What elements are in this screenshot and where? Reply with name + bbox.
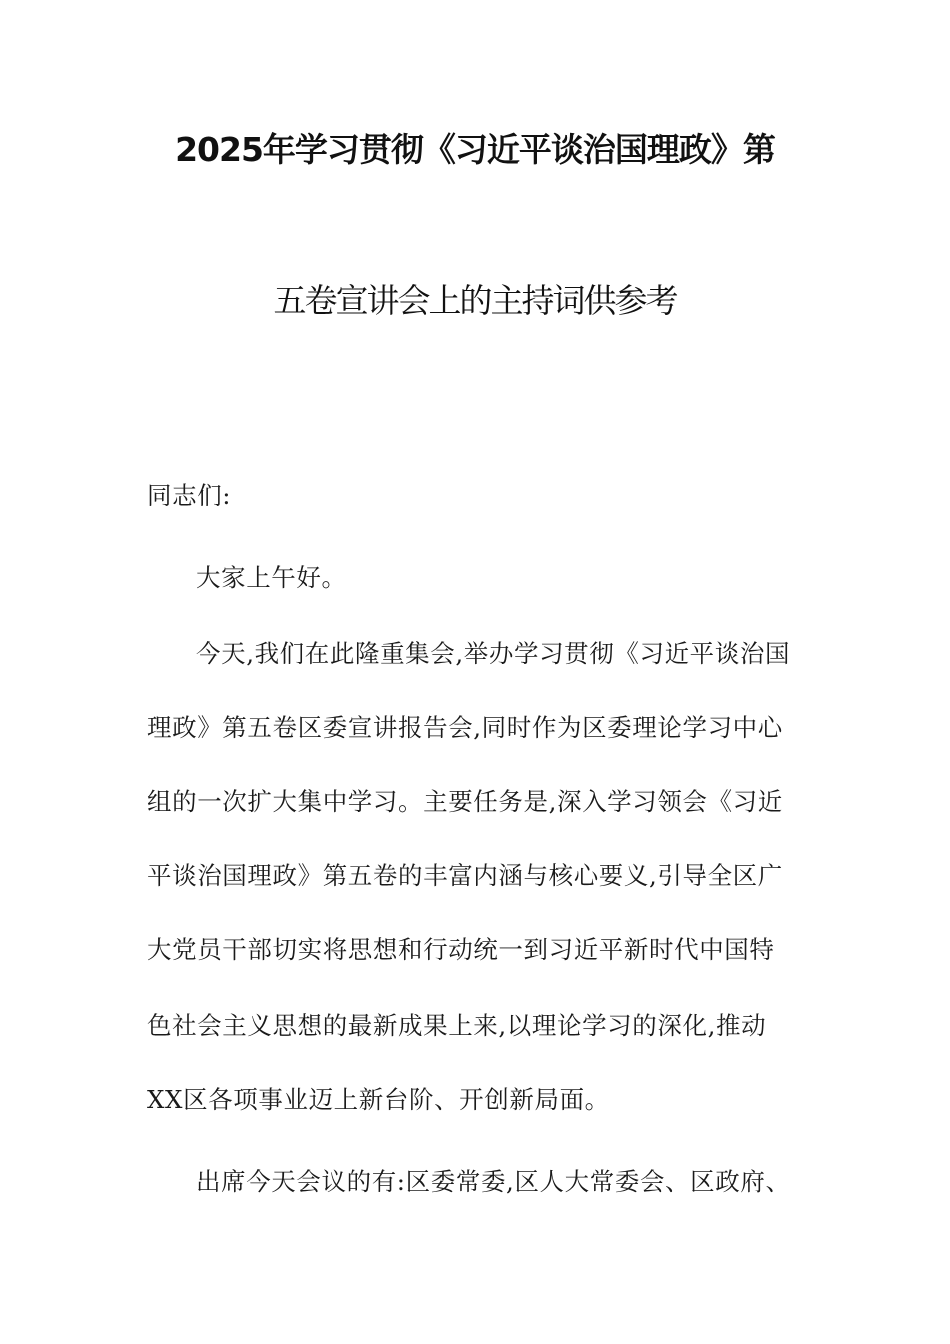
- greeting: 大家上午好。: [196, 563, 347, 592]
- paragraph-line: 平谈治国理政》第五卷的丰富内涵与核心要义,引导全区广: [147, 861, 783, 890]
- document-title-line-1: 2025年学习贯彻《习近平谈治国理政》第: [175, 130, 775, 169]
- paragraph-line: 大党员干部切实将思想和行动统一到习近平新时代中国特: [147, 935, 775, 964]
- salutation: 同志们:: [147, 481, 232, 510]
- document-title-line-2: 五卷宣讲会上的主持词供参考: [273, 281, 677, 320]
- paragraph-line: 色社会主义思想的最新成果上来,以理论学习的深化,推动: [147, 1011, 767, 1040]
- paragraph-line: 今天,我们在此隆重集会,举办学习贯彻《习近平谈治国: [196, 639, 791, 668]
- paragraph-line: XX区各项事业迈上新台阶、开创新局面。: [147, 1085, 610, 1114]
- paragraph-line: 理政》第五卷区委宣讲报告会,同时作为区委理论学习中心: [147, 713, 783, 742]
- paragraph-line: 出席今天会议的有:区委常委,区人大常委会、区政府、: [196, 1167, 791, 1196]
- paragraph-line: 组的一次扩大集中学习。主要任务是,深入学习领会《习近: [147, 787, 783, 816]
